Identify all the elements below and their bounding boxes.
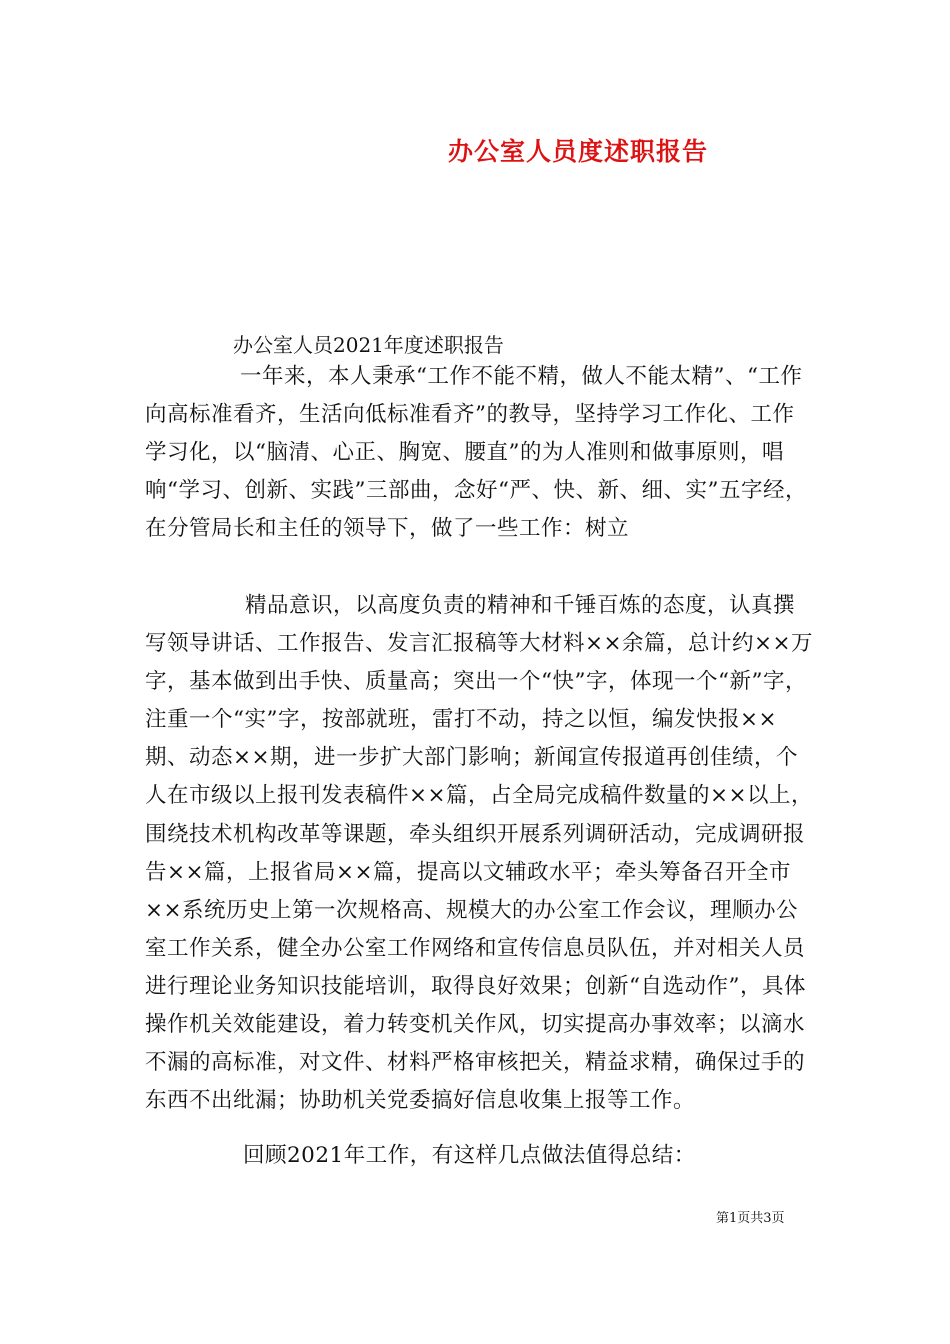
document-title: 办公室人员度述职报告: [448, 137, 709, 166]
body-paragraph-3: 回顾2021年工作，有这样几点做法值得总结：: [243, 1143, 696, 1168]
document-subtitle: 办公室人员2021年度述职报告: [233, 333, 504, 357]
body-paragraph-1: 一年来，本人秉承“工作不能不精，做人不能太精”、“工作向高标准看齐，生活向低标准看齐”的教导，坚持学习工作化、工作学习化，以“脑清、心正、胸宽、腰直”的为人准则和做事原则，唱响“学习、创新、实践”三部曲，念好“严、快、新、细、实”五字经，在分管局长和主任的领导下，做了一些工作：树立: [145, 364, 807, 542]
body-paragraph-2: 精品意识，以高度负责的精神和千锤百炼的态度，认真撰写领导讲话、工作报告、发言汇报稿等大材料××余篇，总计约××万字，基本做到出手快、质量高；突出一个“快”字，体现一个“新”字，注重一个“实”字，按部就班，雷打不动，持之以恒，编发快报××期、动态××期，进一步扩大部门影响；新闻宣传报道再创佳绩，个人在市级以上报刊发表稿件××篇，占全局完成稿件数量的××以上，围绕技术机构改革等课题，牵头组织开展系列调研活动，完成调研报告××篇，上报省局××篇，提高以文辅政水平；牵头筹备召开全市××系统历史上第一次规格高、规模大的办公室工作会议，理顺办公室工作关系，健全办公室工作网络和宣传信息员队伍，并对相关人员进行理论业务知识技能培训，取得良好效果；创新“自选动作”，具体操作机关效能建设，着力转变机关作风，切实提高办事效率；以滴水不漏的高标准，对文件、材料严格审核把关，精益求精，确保过手的东西不出纰漏；协助机关党委搞好信息收集上报等工作。: [145, 593, 814, 1114]
page-number-footer: 第1页共3页: [716, 1211, 785, 1226]
